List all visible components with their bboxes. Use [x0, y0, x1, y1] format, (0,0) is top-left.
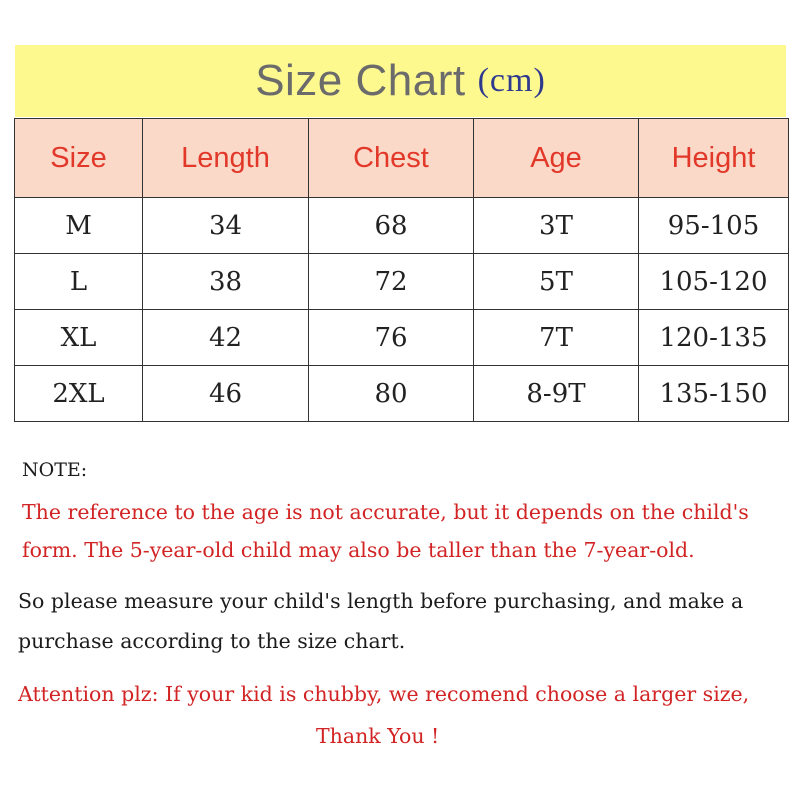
cell-size: 2XL [15, 366, 143, 422]
table-row [15, 366, 789, 422]
cell-length: 46 [143, 366, 309, 422]
cell-chest: 72 [309, 254, 474, 310]
table-row [15, 254, 789, 310]
table-row [15, 310, 789, 366]
note-age-accuracy-line1: The reference to the age is not accurate, but it depends on the child's [22, 500, 749, 524]
note-thank-you: Thank You ! [316, 724, 440, 748]
table-header-row [15, 119, 789, 198]
page-title: Size Chart [255, 56, 466, 105]
cell-height: 105-120 [639, 254, 789, 310]
column-header-length: Length [143, 119, 309, 198]
column-header-chest: Chest [309, 119, 474, 198]
cell-height: 95-105 [639, 198, 789, 254]
table-row [15, 198, 789, 254]
title-unit: (cm) [477, 62, 546, 99]
cell-age: 8-9T [474, 366, 639, 422]
note-measure-line2: purchase according to the size chart. [18, 629, 406, 653]
cell-length: 38 [143, 254, 309, 310]
cell-length: 34 [143, 198, 309, 254]
note-chubby-advice: Attention plz: If your kid is chubby, we recomend choose a larger size, [18, 682, 750, 706]
cell-chest: 68 [309, 198, 474, 254]
cell-age: 5T [474, 254, 639, 310]
cell-height: 120-135 [639, 310, 789, 366]
note-heading: NOTE: [22, 459, 88, 481]
cell-chest: 76 [309, 310, 474, 366]
cell-age: 7T [474, 310, 639, 366]
cell-length: 42 [143, 310, 309, 366]
cell-size: XL [15, 310, 143, 366]
cell-height: 135-150 [639, 366, 789, 422]
cell-age: 3T [474, 198, 639, 254]
note-age-accuracy-line2: form. The 5-year-old child may also be taller than the 7-year-old. [22, 538, 695, 562]
size-chart-title-bar [15, 45, 786, 117]
note-measure-line1: So please measure your child's length before purchasing, and make a [18, 589, 744, 613]
column-header-height: Height [639, 119, 789, 198]
column-header-age: Age [474, 119, 639, 198]
cell-size: L [15, 254, 143, 310]
cell-chest: 80 [309, 366, 474, 422]
size-table [14, 118, 789, 422]
column-header-size: Size [15, 119, 143, 198]
cell-size: M [15, 198, 143, 254]
